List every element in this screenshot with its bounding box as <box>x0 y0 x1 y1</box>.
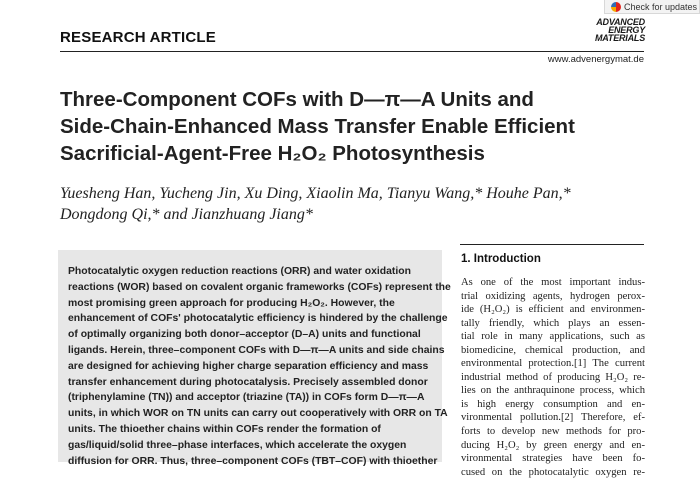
author-list <box>60 183 620 225</box>
intro-line: vironmental strategies have been fo- <box>461 453 645 465</box>
journal-logo-line: ADVANCED <box>596 17 645 27</box>
abstract-line: of optimally organizing both donor–acceptor (D–A) units and functional <box>68 329 421 341</box>
abstract-line: enhancement of COFs' photocatalytic efficiency is hindered by the challenge <box>68 313 448 325</box>
intro-line: tial role in many applications, such as <box>461 331 645 343</box>
abstract-line: units. The thioether chains within COFs render the formation of <box>68 423 381 435</box>
intro-line: ide (H₂O₂) is efficient and environmen- <box>461 304 645 316</box>
abstract-line: Photocatalytic oxygen reduction reactions (ORR) and water oxidation <box>68 266 411 277</box>
introduction-heading: 1. Introduction <box>461 253 541 265</box>
intro-line: ducing H₂O₂ by green energy and en- <box>461 439 645 451</box>
abstract-line: ligands. Herein, three–component COFs with D—π—A units and side chains <box>68 344 445 356</box>
check-for-updates-button[interactable] <box>604 0 700 14</box>
intro-line: industrial method of producing H₂O₂ re- <box>461 371 645 383</box>
abstract-line: units, in which WOR on TN units can carry out cooperatively with ORR on TA <box>68 408 448 420</box>
intro-line: vironmental pollution.[2] Therefore, ef- <box>461 412 645 424</box>
intro-line: cused on the photocatalytic oxygen re- <box>461 466 645 478</box>
title-line: Side-Chain-Enhanced Mass Transfer Enable Efficient <box>60 115 575 138</box>
intro-line: biomedicine, chemical production, and <box>461 344 645 356</box>
intro-line: is high energy consumption and en- <box>461 398 645 410</box>
header-divider <box>60 51 644 52</box>
intro-line: trial oxidizing agents, hydrogen perox- <box>461 290 645 302</box>
abstract-text <box>68 264 451 469</box>
abstract-line: reactions (WOR) based on covalent organic frameworks (COFs) represent the <box>68 281 451 293</box>
intro-line: environmental protection.[1] The current <box>461 358 645 370</box>
intro-line: forts to develop new methods for pro- <box>461 426 645 438</box>
abstract-line: (triphenylamine (TN)) and acceptor (triazine (TA)) in COFs form D—π—A <box>68 392 425 404</box>
author-line: Yuesheng Han, Yucheng Jin, Xu Ding, Xiaolin Ma, Tianyu Wang,* Houhe Pan,* <box>60 185 571 202</box>
crossmark-icon <box>611 2 621 12</box>
title-line: Three-Component COFs with D—π—A Units and <box>60 88 534 111</box>
journal-url-link[interactable]: www.advenergymat.de <box>547 54 644 65</box>
abstract-line: transfer enhancement during photocatalysis. Precisely assembled donor <box>68 376 428 388</box>
journal-logo <box>563 18 645 42</box>
article-title <box>60 86 660 167</box>
intro-line: As one of the most important indus- <box>461 277 645 288</box>
abstract-line: diffusion for ORR. Thus, three–component COFs (TBT–COF) with thioether <box>68 455 438 467</box>
introduction-body <box>461 276 645 479</box>
abstract-line: most promising green approach for producing H₂O₂. However, the <box>68 297 395 309</box>
intro-line: lies on the anthraquinone process, which <box>461 385 645 397</box>
check-for-updates-label: Check for updates <box>624 1 698 12</box>
title-line: Sacrificial-Agent-Free H₂O₂ Photosynthesis <box>60 142 485 165</box>
abstract-line: are designed for achieving higher charge separation efficiency and mass <box>68 360 429 372</box>
introduction-divider <box>460 244 644 245</box>
intro-line: tally friendly, which plays an essen- <box>461 317 645 329</box>
abstract-line: gas/liquid/solid three–phase interfaces, which accelerate the oxygen <box>68 439 407 451</box>
author-line: Dongdong Qi,* and Jianzhuang Jiang* <box>60 206 313 223</box>
journal-logo-line: MATERIALS <box>594 33 645 43</box>
article-type-label: RESEARCH ARTICLE <box>60 29 216 46</box>
journal-logo-line: ENERGY <box>608 25 645 35</box>
